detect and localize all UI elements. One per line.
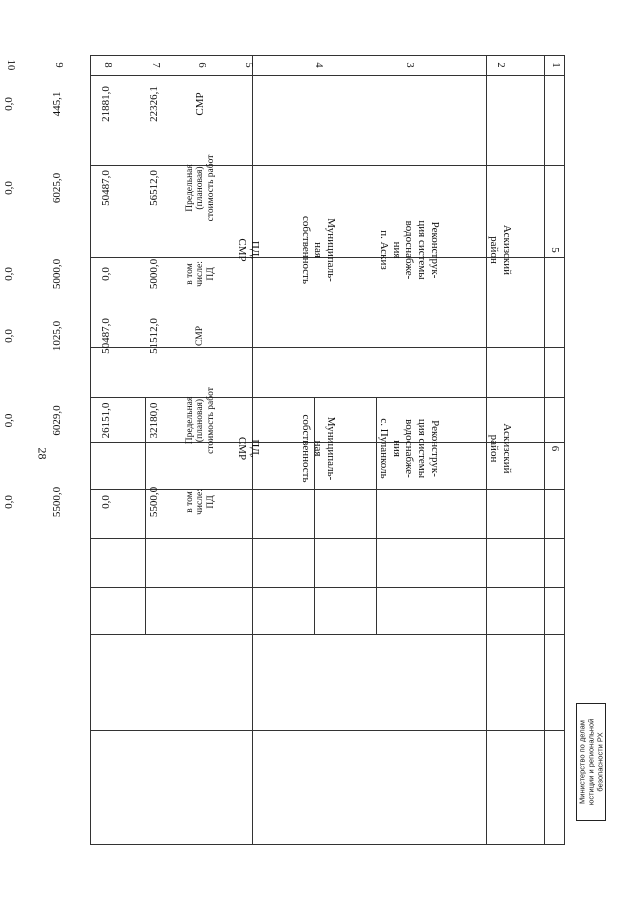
row-5-sub-3-label: СМР xyxy=(195,325,206,347)
row-6-sub-1-c10: 0,0 xyxy=(3,413,16,428)
row-5-sub-3-c7: 51512,0 xyxy=(148,318,161,354)
row-6-sub-1-c8: 26151,0 xyxy=(100,402,113,439)
row-6-sub-2-label: в том числе: ПД xyxy=(184,489,216,515)
carryover-label: СМР xyxy=(194,92,207,116)
carryover-c9: 445,1 xyxy=(51,91,64,117)
colnum-5: 5 xyxy=(243,62,255,68)
row-6-district xyxy=(455,367,545,530)
row-6-sub-1-label: Предельная (плановая) стоимость работ xyxy=(184,387,216,454)
stamp-text: Министерство по делам юстиции и региональной безопасности РХ xyxy=(577,718,605,806)
registration-stamp xyxy=(576,703,606,821)
row-6-sub-2-c8: 0,0 xyxy=(100,495,113,509)
colnum-4: 4 xyxy=(313,62,325,68)
colnum-6: 6 xyxy=(195,62,207,68)
row-6-work-type: ПД, СМР xyxy=(236,436,261,461)
row-5-sub-2-c10: 0,0 xyxy=(3,267,16,281)
row-5-sub-2-label: в том числе: ПД xyxy=(184,261,216,287)
row-5-object: Реконструк- ция системы водоснабже- ния п. Аскиз xyxy=(378,220,441,280)
row-6-ownership: Муниципаль- ная собственность xyxy=(299,414,337,483)
row-6-sub-1-c9: 6029,0 xyxy=(51,405,64,436)
row-5-work-type: ПД, СМР xyxy=(236,238,261,262)
row-5-sub-1-c9: 6025,0 xyxy=(51,172,64,204)
row-5-sub-2-c8: 0,0 xyxy=(100,267,113,281)
row-6-sub-2-c7: 5500,0 xyxy=(148,486,161,518)
row-6-sub-2-c10: 0,0 xyxy=(3,495,16,509)
row-5-district xyxy=(455,133,545,367)
colnum-2: 2 xyxy=(495,62,507,68)
row-5-sub-3-c8: 50487,0 xyxy=(100,318,113,354)
colnum-8: 8 xyxy=(101,62,113,68)
row-5-number: 5 xyxy=(549,247,562,253)
row-5-sub-1-c7: 56512,0 xyxy=(148,170,161,206)
page-number: 28 xyxy=(35,447,50,460)
colnum-1: 1 xyxy=(550,62,562,68)
row-6-number: 6 xyxy=(549,445,562,452)
grid-line-col xyxy=(90,634,565,635)
carryover-c8: 21881,0 xyxy=(100,86,113,122)
row-5-ownership: Муниципаль- ная собственность xyxy=(299,216,337,284)
row-6-sub-2-c9: 5500,0 xyxy=(51,486,64,518)
row-5-sub-1-label: Предельная (плановая) стоимость работ xyxy=(184,154,216,222)
row-5-sub-1-c10: 0,0 xyxy=(3,181,16,195)
row-5-sub-2-c9: 5000,0 xyxy=(51,258,64,290)
grid-line-outer xyxy=(90,844,565,845)
colnum-7: 7 xyxy=(149,62,161,68)
colnum-10: 10 xyxy=(4,59,16,71)
grid-line-col xyxy=(90,587,565,588)
colnum-9: 9 xyxy=(52,62,64,68)
row-6-district-text: Аскизский район xyxy=(488,423,513,474)
carryover-c7: 22326,1 xyxy=(148,86,161,122)
carryover-c10: 0,0 xyxy=(3,97,16,111)
grid-line-col xyxy=(90,538,565,539)
grid-line-col xyxy=(90,730,565,731)
row-5-sub-3-c9: 1025,0 xyxy=(51,320,64,352)
row-5-sub-3-c10: 0,0 xyxy=(3,329,16,343)
colnum-3: 3 xyxy=(404,62,416,68)
row-5-sub-1-c8: 50487,0 xyxy=(100,170,113,206)
row-5-sub-2-c7: 5000,0 xyxy=(148,258,161,290)
row-5-district-text: Аскизский район xyxy=(488,224,513,276)
row-6-object: Реконструк- ция системы водоснабже- ния с. Пуланколь xyxy=(378,418,441,479)
row-6-sub-1-c7: 32180,0 xyxy=(148,402,161,439)
